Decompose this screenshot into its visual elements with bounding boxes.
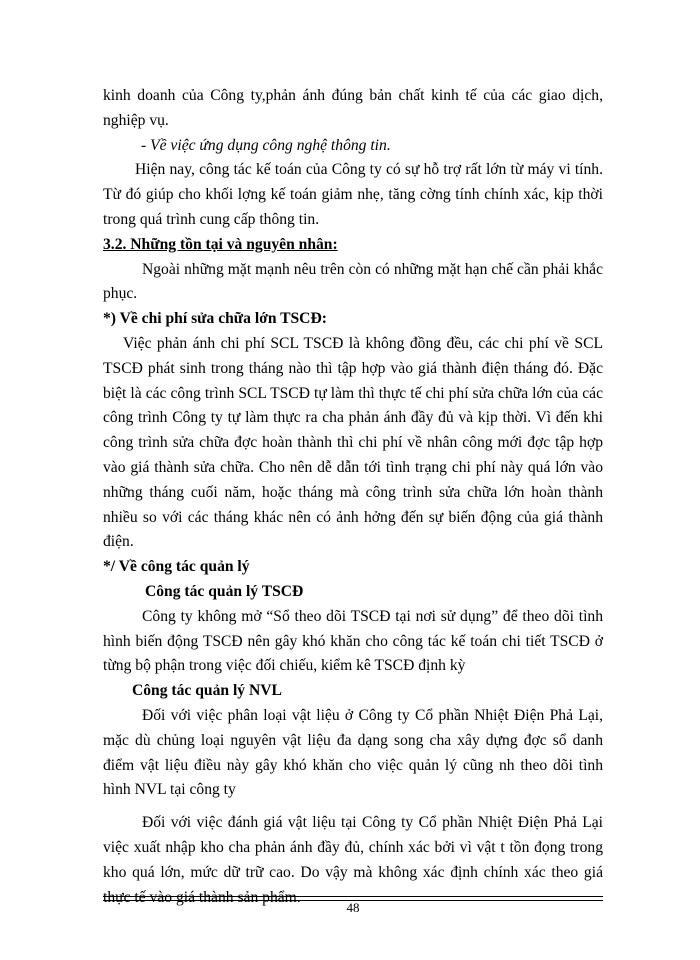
page-number: 48 <box>346 900 360 915</box>
paragraph-nvl-classification: Đối với việc phân loại vật liệu ở Công ty Cổ phần Nhiệt Điện Phả Lại, mặc dù chủng loại nguyên vật liệu đa dạng song cha xây dựng đợc sổ danh điểm vật liệu điều này gây khó khăn cho việc quản lý cũng nh theo dõi tình hình NVL tại công ty <box>103 706 603 799</box>
it-application-heading: - Về việc ứng dụng công nghệ thông tin. <box>141 136 391 154</box>
paragraph-limitations-intro: Ngoài những mặt mạnh nêu trên còn có những mặt hạn chế cần phải khắc phục. <box>103 260 603 303</box>
tscd-management-title: Công tác quản lý TSCĐ <box>145 582 304 600</box>
paragraph-nvl-valuation: Đối với việc đánh giá vật liệu tại Công ty Cổ phần Nhiệt Điện Phả Lại việc xuất nhập kho cha phản ánh đầy đủ, chính xác bởi vì vật t tồn đọng trong kho quá lớn, mức dữ trữ cao. Do vậy mà không xác định chính xác theo giá thực tế vào giá thành sản phẩm. <box>103 814 603 906</box>
repair-cost-heading: *) Về chi phí sửa chữa lớn TSCĐ: <box>103 310 327 328</box>
section-title-text: 3.2. Những tồn tại và nguyên nhân: <box>103 235 338 253</box>
section-title <box>103 233 603 258</box>
document-body <box>103 84 603 910</box>
paragraph-tscd-management: Công ty không mở “Sổ theo dõi TSCĐ tại nơi sử dụng” để theo dõi tình hình biến động TSCĐ nên gây khó khăn cho công tác kế toán chi tiết TSCĐ ở từng bộ phận trong việc đối chiếu, kiểm kê TSCĐ định kỳ <box>103 607 603 675</box>
paragraph-repair-cost: Việc phản ánh chi phí SCL TSCĐ là không đồng đều, các chi phí về SCL TSCĐ phát sinh trong tháng nào thì tập hợp vào giá thành điện tháng đó. Đặc biệt là các công trình SCL TSCĐ tự làm thì thực tế chi phí sửa chữa lớn của các công trình Công ty tự làm thực ra cha phản ánh đầy đủ và kịp thời. Vì đến khi công trình sửa chữa đợc hoàn thành thì chi phí về nhân công mới đợc tập hợp vào giá thành sửa chữa. Cho nên dễ dẫn tới tình trạng chi phí này quá lớn vào những tháng cuối năm, hoặc tháng mà công trình sửa chữa lớn hoàn thành nhiều so với các tháng khác nên có ảnh hởng đến sự biến động của giá thành điện. <box>103 334 603 551</box>
paragraph-business-reflection: kinh doanh của Công ty,phản ánh đúng bản chất kinh tế của các giao dịch, nghiệp vụ. <box>103 87 603 129</box>
nvl-management-title: Công tác quản lý NVL <box>132 682 282 700</box>
paragraph-it-support: Hiện nay, công tác kế toán của Công ty có sự hỗ trợ rất lớn từ máy vi tính. Từ đó giúp cho khối lợng kế toán giảm nhẹ, tăng cờng tính chính xác, kịp thời trong quá trình cung cấp thông tin. <box>103 161 603 228</box>
management-heading: */ Về công tác quản lý <box>103 558 250 576</box>
